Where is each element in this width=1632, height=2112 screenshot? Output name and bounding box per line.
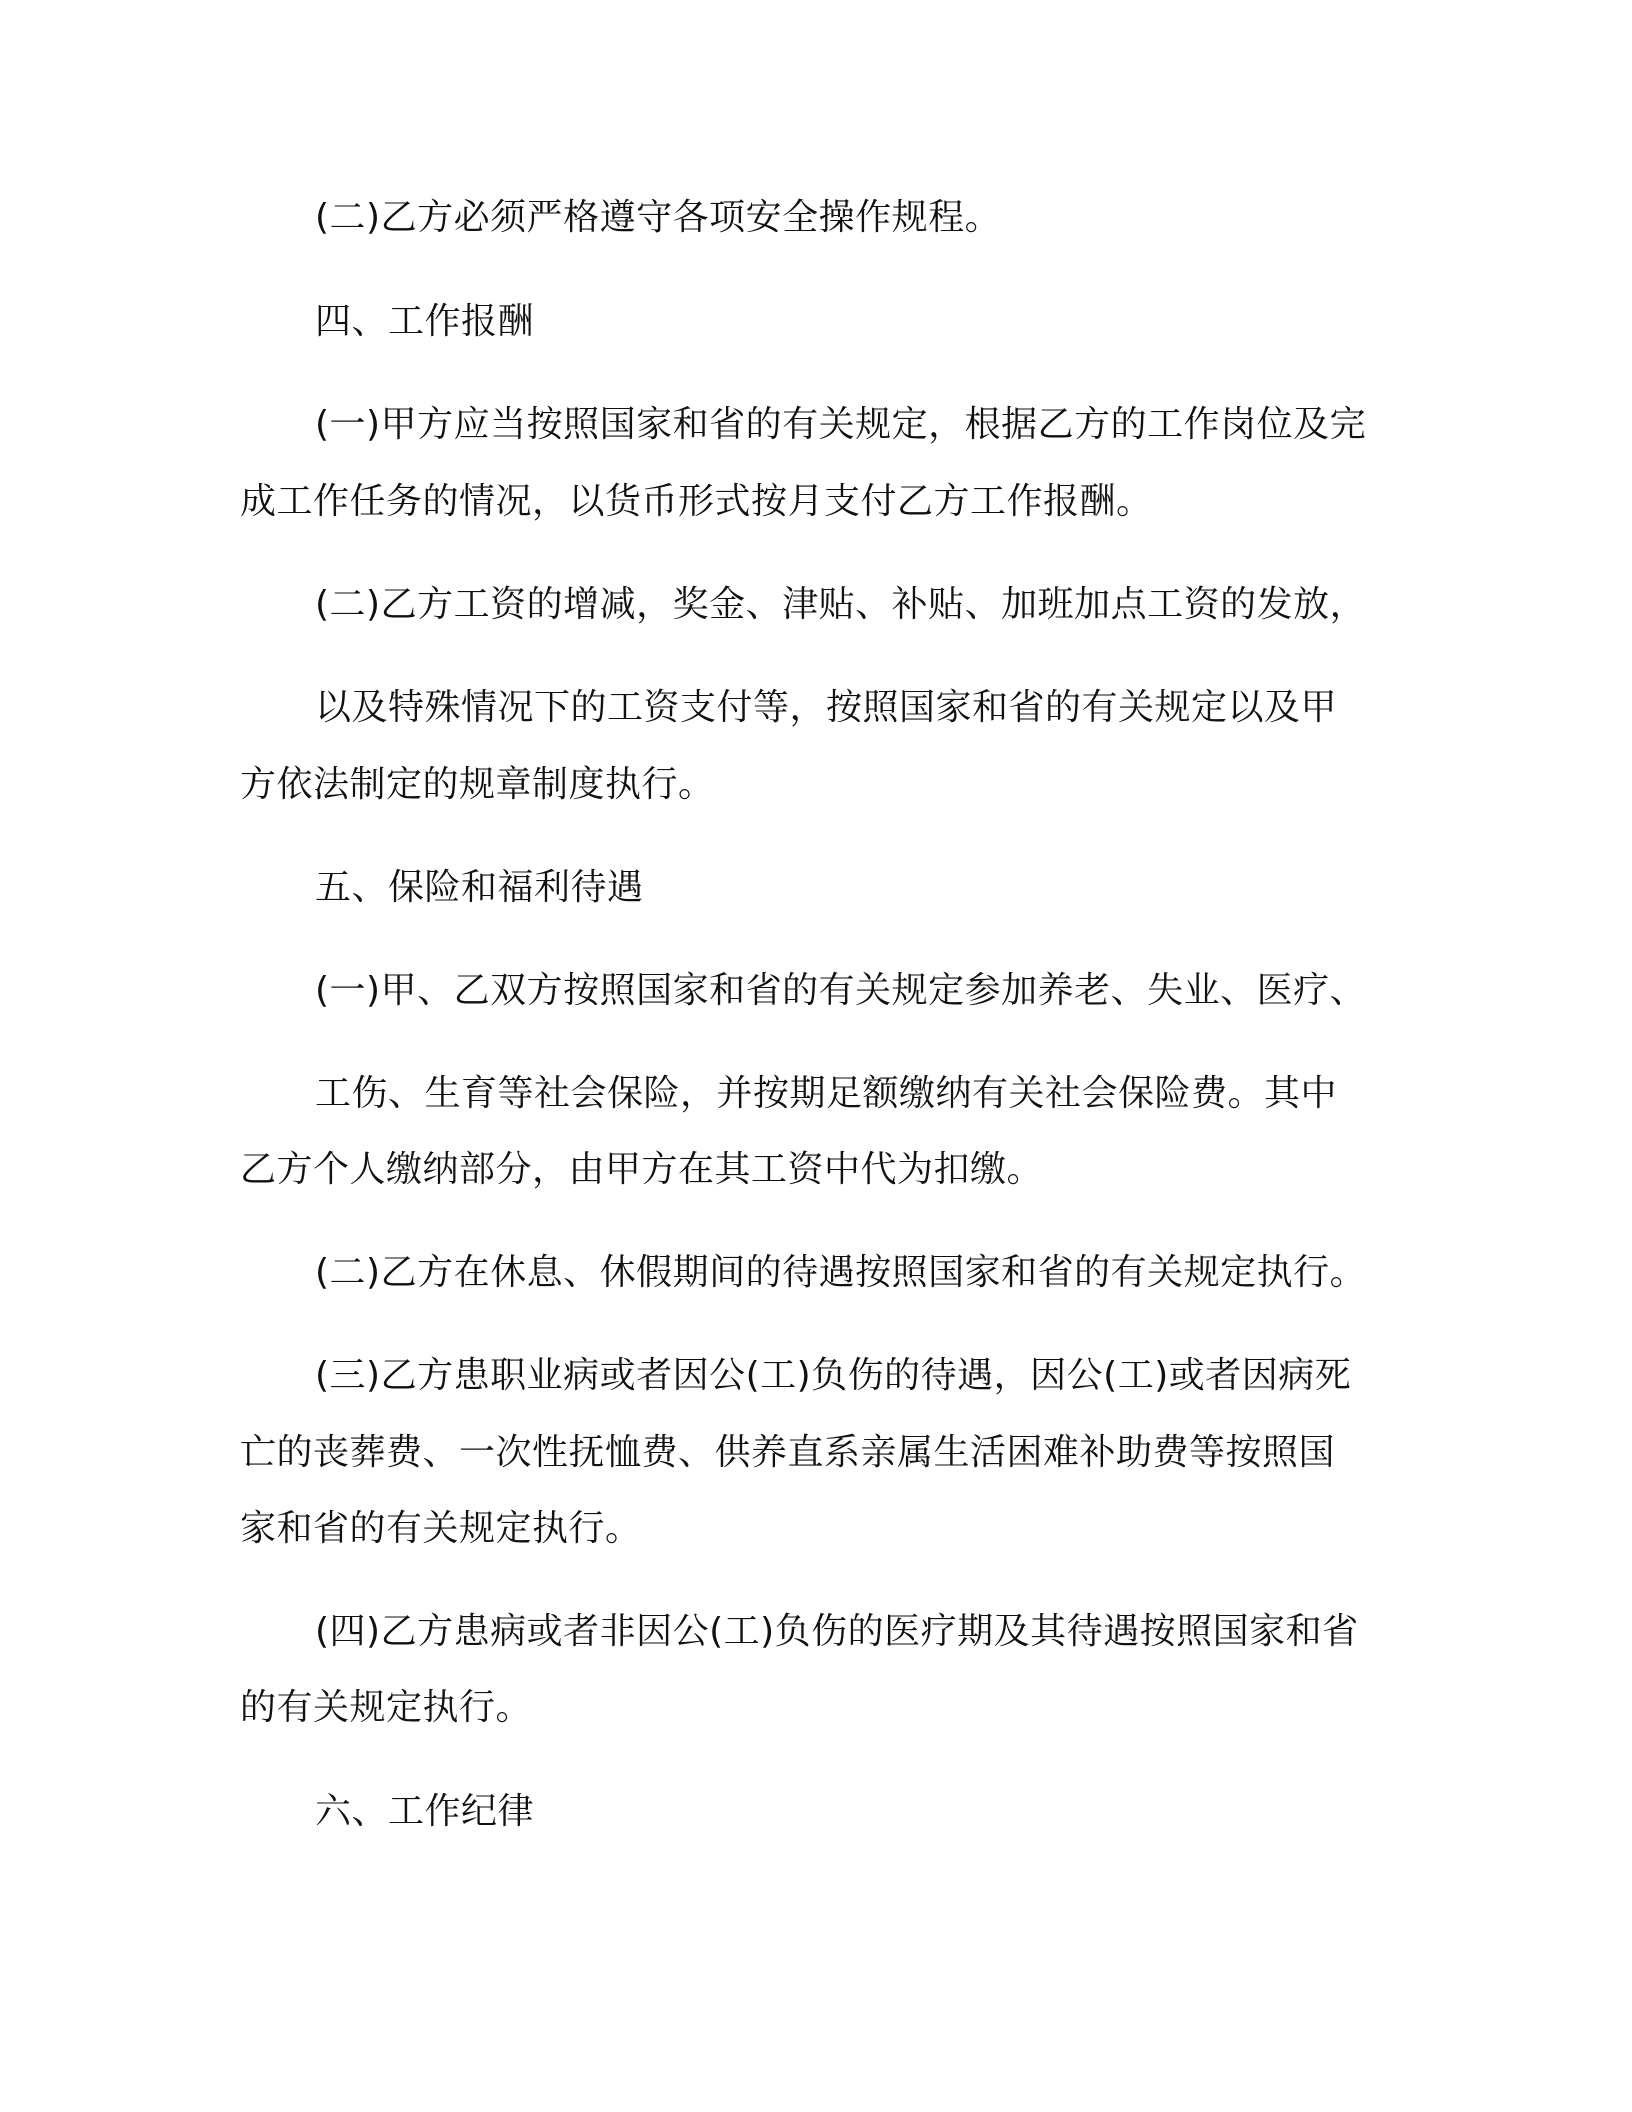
paragraph-line: 乙方个人缴纳部分，由甲方在其工资中代为扣缴。 <box>240 1149 1044 1190</box>
paragraph-line: 家和省的有关规定执行。 <box>240 1508 642 1549</box>
paragraph-line: 以及特殊情况下的工资支付等，按照国家和省的有关规定以及甲 <box>315 687 1338 728</box>
paragraph-line: 亡的丧葬费、一次性抚恤费、供养直系亲属生活困难补助费等按照国 <box>240 1432 1336 1473</box>
paragraph-line: (四)乙方患病或者非因公(工)负伤的医疗期及其待遇按照国家和省 <box>315 1611 1359 1652</box>
paragraph-line: (二)乙方必须严格遵守各项安全操作规程。 <box>315 197 1002 238</box>
paragraph-line: (二)乙方工资的增减，奖金、津贴、补贴、加班加点工资的发放， <box>315 584 1367 625</box>
section-heading: 五、保险和福利待遇 <box>315 867 644 908</box>
section-heading: 四、工作报酬 <box>315 301 535 342</box>
paragraph-line: (一)甲方应当按照国家和省的有关规定，根据乙方的工作岗位及完 <box>315 404 1367 445</box>
paragraph-line: (三)乙方患职业病或者因公(工)负伤的待遇，因公(工)或者因病死 <box>315 1355 1352 1396</box>
paragraph-line: 成工作任务的情况，以货币形式按月支付乙方工作报酬。 <box>240 481 1153 522</box>
paragraph-line: 的有关规定执行。 <box>240 1687 533 1728</box>
paragraph-line: (一)甲、乙双方按照国家和省的有关规定参加养老、失业、医疗、 <box>315 970 1367 1011</box>
paragraph-line: (二)乙方在休息、休假期间的待遇按照国家和省的有关规定执行。 <box>315 1252 1367 1293</box>
paragraph-line: 工伤、生育等社会保险，并按期足额缴纳有关社会保险费。其中 <box>315 1073 1338 1114</box>
section-heading: 六、工作纪律 <box>315 1791 535 1832</box>
paragraph-line: 方依法制定的规章制度执行。 <box>240 764 715 805</box>
